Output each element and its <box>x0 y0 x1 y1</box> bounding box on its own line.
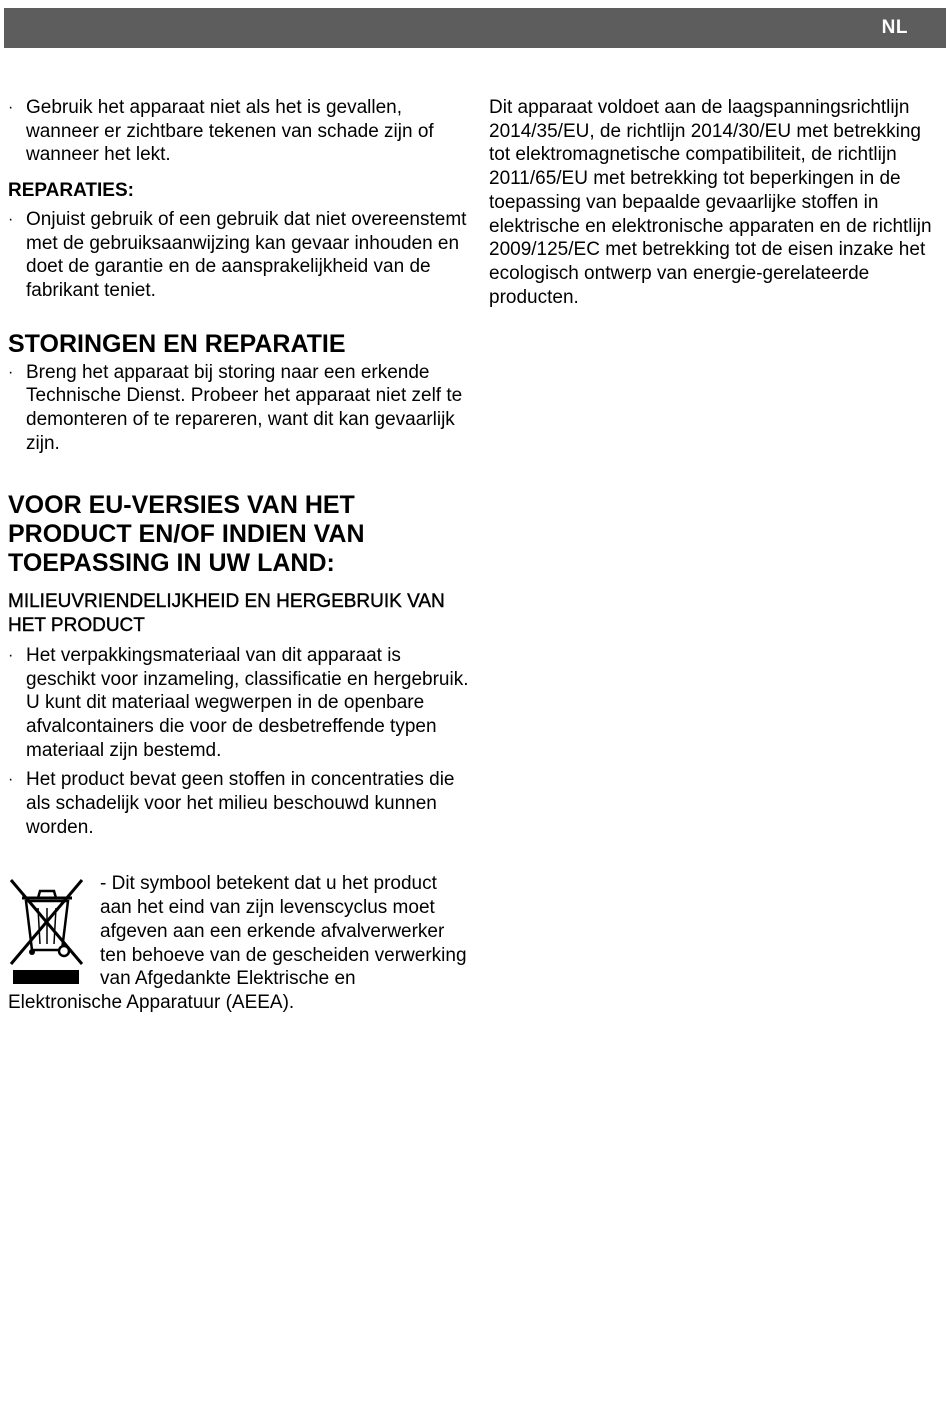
bullet-item-packaging <box>8 644 470 763</box>
bullet-icon: · <box>8 99 14 116</box>
left-column <box>8 96 470 1015</box>
bullet-text: Breng het apparaat bij storing naar een erkende Technische Dienst. Probeer het apparaat niet zelf te demonteren of te repareren, want dit kan gevaarlijk zijn. <box>26 361 463 454</box>
bullet-text: Het product bevat geen stoffen in concentraties die als schadelijk voor het milieu beschouwd kunnen worden. <box>26 769 455 838</box>
reparaties-heading: REPARATIES: <box>8 180 134 202</box>
language-code: NL <box>881 17 908 38</box>
bullet-item-damage <box>8 96 470 167</box>
bullet-icon: · <box>8 210 14 228</box>
milieu-heading: MILIEUVRIENDELIJKHEID EN HERGEBRUIK VAN HET PRODUCT <box>8 591 445 637</box>
bullet-item-substances <box>8 768 470 839</box>
header-bar <box>4 8 946 48</box>
bullet-icon: · <box>8 363 14 381</box>
weee-text: - Dit symbool betekent dat u het product aan het eind van zijn levenscyclus moet afgeven aan een erkende afvalverwerker ten behoeve van de gescheiden verwerking van Afgedankte Elektrische en Elektronische Apparatuur (AEEA). <box>8 873 467 1013</box>
storingen-heading: STORINGEN EN REPARATIE <box>8 329 346 358</box>
bullet-item-service <box>8 361 470 456</box>
right-column <box>489 96 941 309</box>
bullet-item-misuse <box>8 208 470 303</box>
bullet-icon: · <box>8 646 14 664</box>
bullet-icon: · <box>8 771 14 789</box>
crossed-out-wheelie-bin-icon <box>8 874 86 989</box>
eu-versions-heading: VOOR EU-VERSIES VAN HET PRODUCT EN/OF INDIEN VAN TOEPASSING IN UW LAND: <box>8 491 365 578</box>
bullet-text: Gebruik het apparaat niet als het is gevallen, wanneer er zichtbare tekenen van schade zijn of wanneer het lekt. <box>26 97 434 166</box>
bullet-text: Het verpakkingsmateriaal van dit apparaat is geschikt voor inzameling, classificatie en hergebruik. U kunt dit materiaal wegwerpen in de openbare afvalcontainers die voor de desbetreffende typen materiaal zijn bestemd. <box>26 644 469 761</box>
weee-notice <box>8 872 470 1014</box>
bullet-text: Onjuist gebruik of een gebruik dat niet overeenstemt met de gebruiksaanwijzing kan gevaar inhouden en doet de garantie en de aansprakelijkheid van de fabrikant teniet. <box>26 208 467 301</box>
conformity-text: Dit apparaat voldoet aan de laagspanningsrichtlijn 2014/35/EU, de richtlijn 2014/30/EU met betrekking tot elektromagnetische compatibiliteit, de richtlijn 2011/65/EU met betrekking tot beperkingen in de toepassing van bepaalde gevaarlijke stoffen in elektrische en elektronische apparaten en de richtlijn 2009/125/EC met betrekking tot de eisen inzake het ecologisch ontwerp van energie-gerelateerde producten. <box>489 97 932 308</box>
